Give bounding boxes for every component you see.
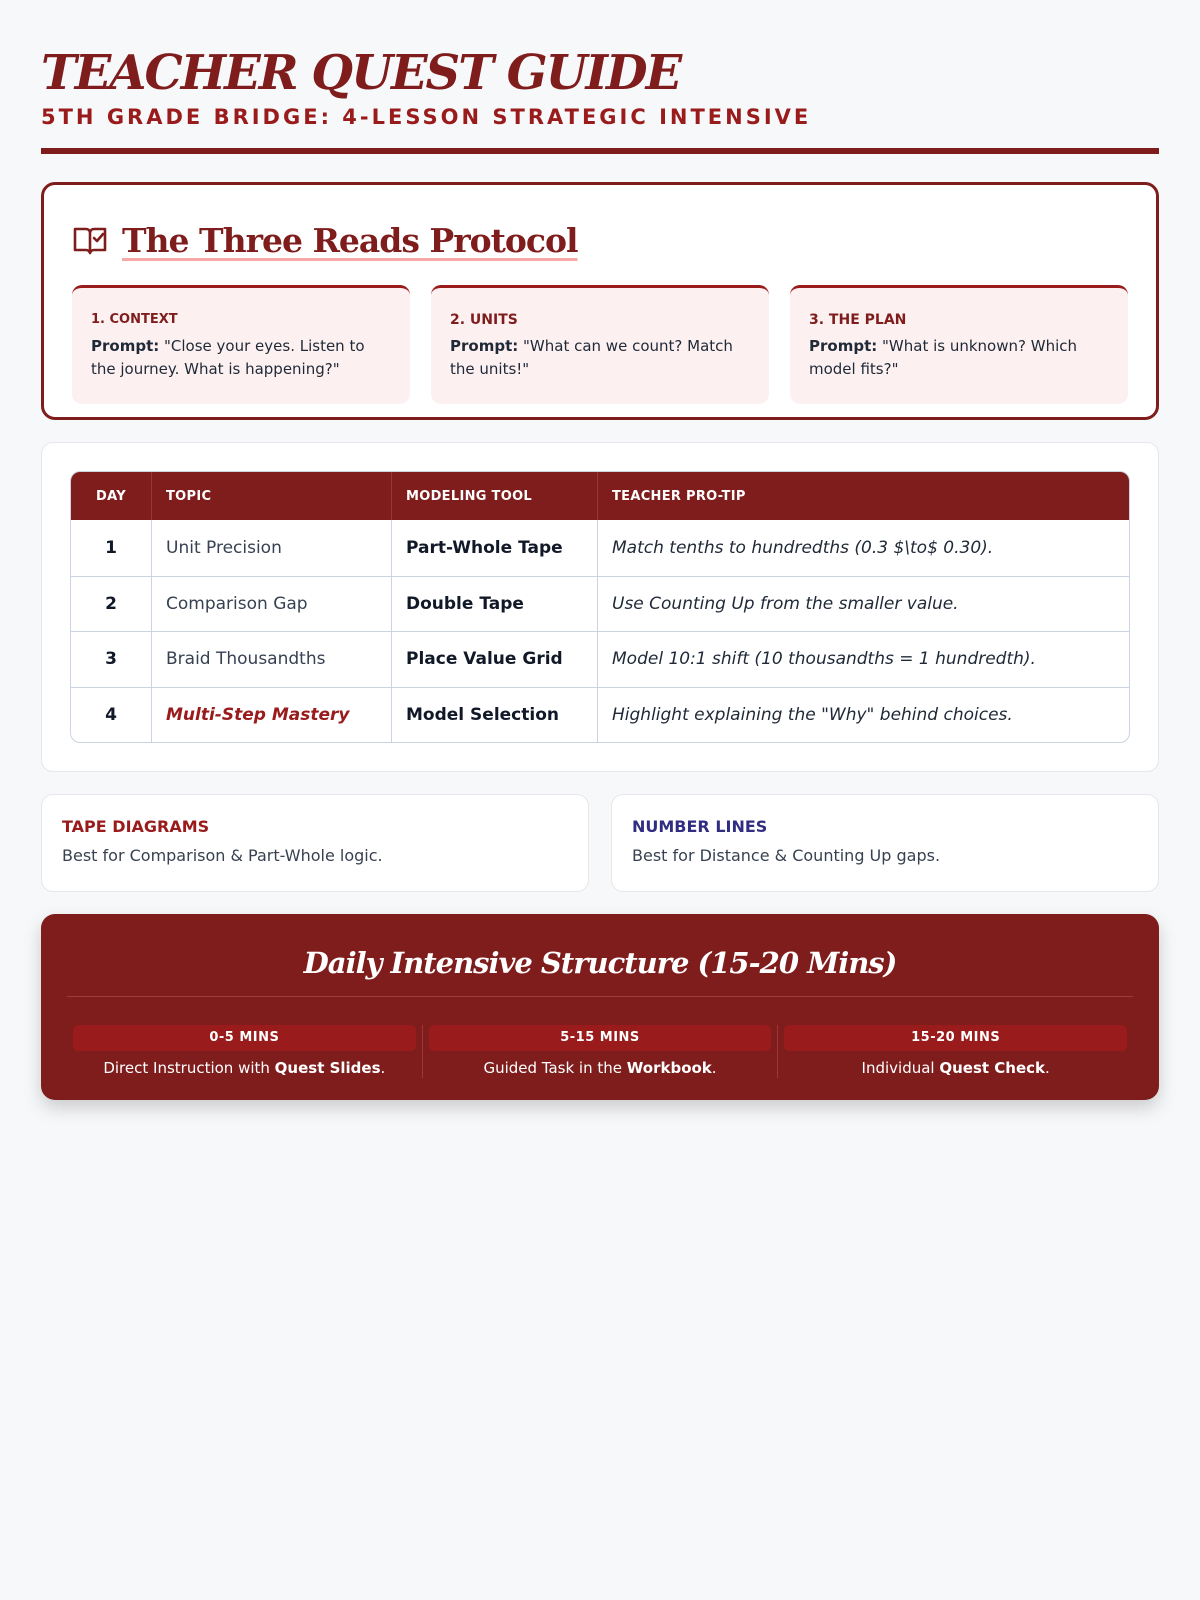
read-box-plan	[790, 285, 1128, 404]
three-reads-card	[41, 182, 1159, 420]
tool-cell	[392, 520, 598, 576]
header-topic: TOPIC	[152, 472, 392, 520]
read-box-units	[431, 285, 769, 404]
tool-text: Model Selection	[406, 704, 559, 725]
tip-cell	[598, 632, 1129, 687]
book-check-icon	[72, 222, 108, 258]
slot-text: Direct Instruction with	[103, 1059, 275, 1077]
read-prompt	[450, 335, 750, 381]
table-row	[71, 520, 1129, 576]
three-reads-row	[72, 285, 1128, 404]
topic-cell	[152, 688, 392, 743]
daily-structure-card	[41, 914, 1159, 1100]
number-lines-card	[611, 794, 1159, 892]
slot-description	[784, 1058, 1127, 1078]
tape-diagrams-card	[41, 794, 589, 892]
slot-description	[429, 1058, 772, 1078]
time-slot	[67, 1025, 423, 1078]
day-cell	[71, 688, 152, 743]
tip-cell	[598, 577, 1129, 632]
time-pill: 0-5 MINS	[73, 1025, 416, 1051]
prompt-label: Prompt:	[450, 337, 519, 355]
header-day: DAY	[71, 472, 152, 520]
page-subtitle: 5TH GRADE BRIDGE: 4-LESSON STRATEGIC INTENSIVE	[41, 105, 812, 129]
models-row	[41, 794, 1159, 892]
table-row	[71, 576, 1129, 632]
tip-text: Model 10:1 shift (10 thousandths = 1 hundredth).	[612, 649, 1036, 670]
model-title: NUMBER LINES	[632, 817, 768, 836]
read-prompt	[809, 335, 1109, 381]
model-description: Best for Distance & Counting Up gaps.	[632, 846, 941, 865]
header	[41, 0, 1159, 154]
tip-text: Match tenths to hundredths (0.3 $\to$ 0.30).	[612, 537, 994, 558]
read-box-context	[72, 285, 410, 404]
model-description: Best for Comparison & Part-Whole logic.	[62, 846, 383, 865]
daily-structure-title: Daily Intensive Structure (15-20 Mins)	[303, 946, 897, 980]
day-number: 4	[105, 704, 117, 725]
tip-cell	[598, 520, 1129, 576]
day-number: 2	[105, 593, 117, 614]
topic-cell	[152, 577, 392, 632]
time-slot	[423, 1025, 779, 1078]
page-title: TEACHER QUEST GUIDE	[41, 45, 681, 101]
header-tip: TEACHER PRO-TIP	[612, 488, 746, 504]
prompt-label: Prompt:	[809, 337, 878, 355]
slot-text: Guided Task in the	[483, 1059, 627, 1077]
day-number: 1	[105, 537, 117, 558]
time-pill: 5-15 MINS	[429, 1025, 772, 1051]
prompt-text: "What can we count? Match the units!"	[450, 337, 733, 378]
read-label: 2. UNITS	[450, 312, 518, 328]
topic-text: Unit Precision	[166, 537, 282, 558]
slot-text-end: .	[1045, 1059, 1050, 1077]
topic-text: Braid Thousandths	[166, 649, 326, 670]
slot-text: Individual	[861, 1059, 940, 1077]
tip-text: Use Counting Up from the smaller value.	[612, 593, 959, 614]
schedule-table	[70, 471, 1130, 743]
slot-emphasis: Quest Check	[939, 1059, 1046, 1077]
slot-text-end: .	[380, 1059, 386, 1077]
tip-text: Highlight explaining the "Why" behind choices.	[612, 704, 1013, 725]
topic-cell	[152, 632, 392, 687]
tool-text: Part-Whole Tape	[406, 537, 563, 558]
prompt-text: "What is unknown? Which model fits?"	[809, 337, 1077, 378]
tool-cell	[392, 632, 598, 687]
slot-text-end: .	[711, 1059, 717, 1077]
header-divider	[41, 148, 1159, 154]
tool-text: Place Value Grid	[406, 649, 563, 670]
three-reads-header	[72, 185, 1128, 285]
daily-slots	[67, 1025, 1133, 1078]
tool-cell	[392, 688, 598, 743]
read-label: 3. THE PLAN	[809, 312, 907, 328]
slot-emphasis: Quest Slides	[274, 1059, 381, 1077]
table-row	[71, 631, 1129, 687]
day-cell	[71, 520, 152, 576]
read-label: 1. CONTEXT	[91, 312, 178, 327]
schedule-card	[41, 442, 1159, 772]
table-body	[71, 520, 1129, 742]
three-reads-title: The Three Reads Protocol	[122, 220, 578, 260]
time-pill: 15-20 MINS	[784, 1025, 1127, 1051]
time-slot	[778, 1025, 1133, 1078]
tip-cell	[598, 688, 1129, 743]
table-row	[71, 687, 1129, 743]
prompt-label: Prompt:	[91, 337, 160, 355]
read-prompt	[91, 335, 391, 381]
topic-text-highlight: Multi-Step Mastery	[166, 704, 350, 725]
model-title: TAPE DIAGRAMS	[62, 817, 210, 836]
day-cell	[71, 632, 152, 687]
tool-cell	[392, 577, 598, 632]
topic-text: Comparison Gap	[166, 593, 308, 614]
prompt-text: "Close your eyes. Listen to the journey. What is happening?"	[91, 337, 365, 378]
slot-emphasis: Workbook	[626, 1059, 712, 1077]
day-cell	[71, 577, 152, 632]
header-tool: MODELING TOOL	[392, 472, 598, 520]
day-number: 3	[105, 649, 117, 670]
topic-cell	[152, 520, 392, 576]
table-header-row	[71, 472, 1129, 520]
daily-divider	[67, 996, 1133, 997]
tool-text: Double Tape	[406, 593, 524, 614]
slot-description	[73, 1058, 416, 1078]
